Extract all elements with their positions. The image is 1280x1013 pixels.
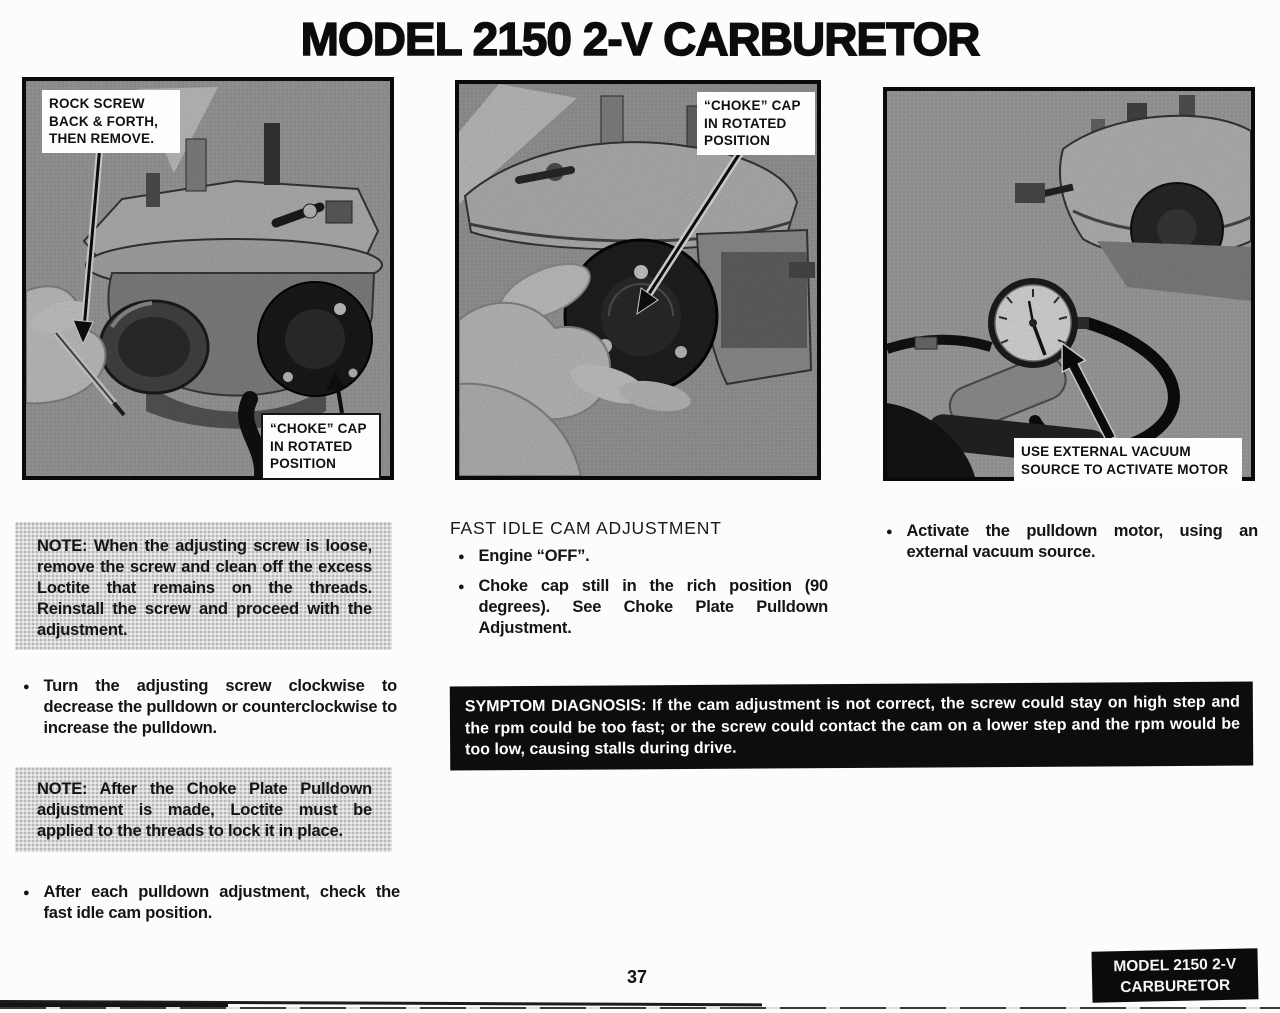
note-loose-screw: NOTE: When the adjusting screw is loose, remove the screw and clean off the excess Loctite that remains on the threads. Reinstall the screw and proceed with the adjustment. xyxy=(15,522,392,650)
callout-choke-cap-1: “CHOKE” CAP IN ROTATED POSITION xyxy=(261,413,381,480)
bullet-turn-screw xyxy=(15,676,397,739)
note-loctite: NOTE: After the Choke Plate Pulldown adjustment is made, Loctite must be applied to the threads to lock it in place. xyxy=(15,767,392,852)
symptom-diagnosis-box: SYMPTOM DIAGNOSIS: If the cam adjustment is not correct, the screw could stay on high step and the rpm could be too fast; or the screw could contact the cam on a lower step and the rpm would be too low, causing stalls during drive. xyxy=(450,682,1253,771)
bullet-activate-motor xyxy=(878,521,1258,563)
page-title: MODEL 2150 2-V CARBURETOR xyxy=(300,13,980,65)
footer-tab xyxy=(1091,948,1258,1002)
bullet-engine-off-text: ● Engine “OFF”. xyxy=(478,547,590,565)
callout-vacuum-source: USE EXTERNAL VACUUM SOURCE TO ACTIVATE MOTOR xyxy=(1014,438,1242,483)
bullet-activate-motor-text: ● Activate the pulldown motor, using an external vacuum source. xyxy=(906,522,1258,561)
scan-artifact-line xyxy=(0,1007,1280,1009)
bullet-engine-off xyxy=(450,546,830,568)
section-heading-fast-idle: FAST IDLE CAM ADJUSTMENT xyxy=(450,518,722,538)
footer-tab-line2: CARBURETOR xyxy=(1120,976,1231,997)
callout-rock-screw: ROCK SCREW BACK & FORTH, THEN REMOVE. xyxy=(42,90,180,153)
bullet-turn-screw-text: ● Turn the adjusting screw clockwise to decrease the pulldown or counterclockwise to increase the pulldown. xyxy=(43,677,397,737)
footer-tab-line1: MODEL 2150 2-V xyxy=(1113,955,1237,976)
bullet-choke-rich-text: ● Choke cap still in the rich position (90 degrees). See Choke Plate Pulldown Adjustment. xyxy=(478,577,828,637)
bullet-choke-rich xyxy=(450,576,828,639)
bullet-check-cam-text: ● After each pulldown adjustment, check the fast idle cam position. xyxy=(43,883,400,922)
page-number: 37 xyxy=(626,967,648,987)
photo-choke-cap-rotated xyxy=(455,80,821,480)
bullet-check-cam xyxy=(15,882,400,924)
vacuum-gauge-photo-art xyxy=(887,91,1251,477)
scan-artifact-line xyxy=(0,1003,228,1007)
photo-remove-screw xyxy=(22,77,394,480)
photo-vacuum-source xyxy=(883,87,1255,481)
callout-choke-cap-2: “CHOKE” CAP IN ROTATED POSITION xyxy=(697,92,815,155)
